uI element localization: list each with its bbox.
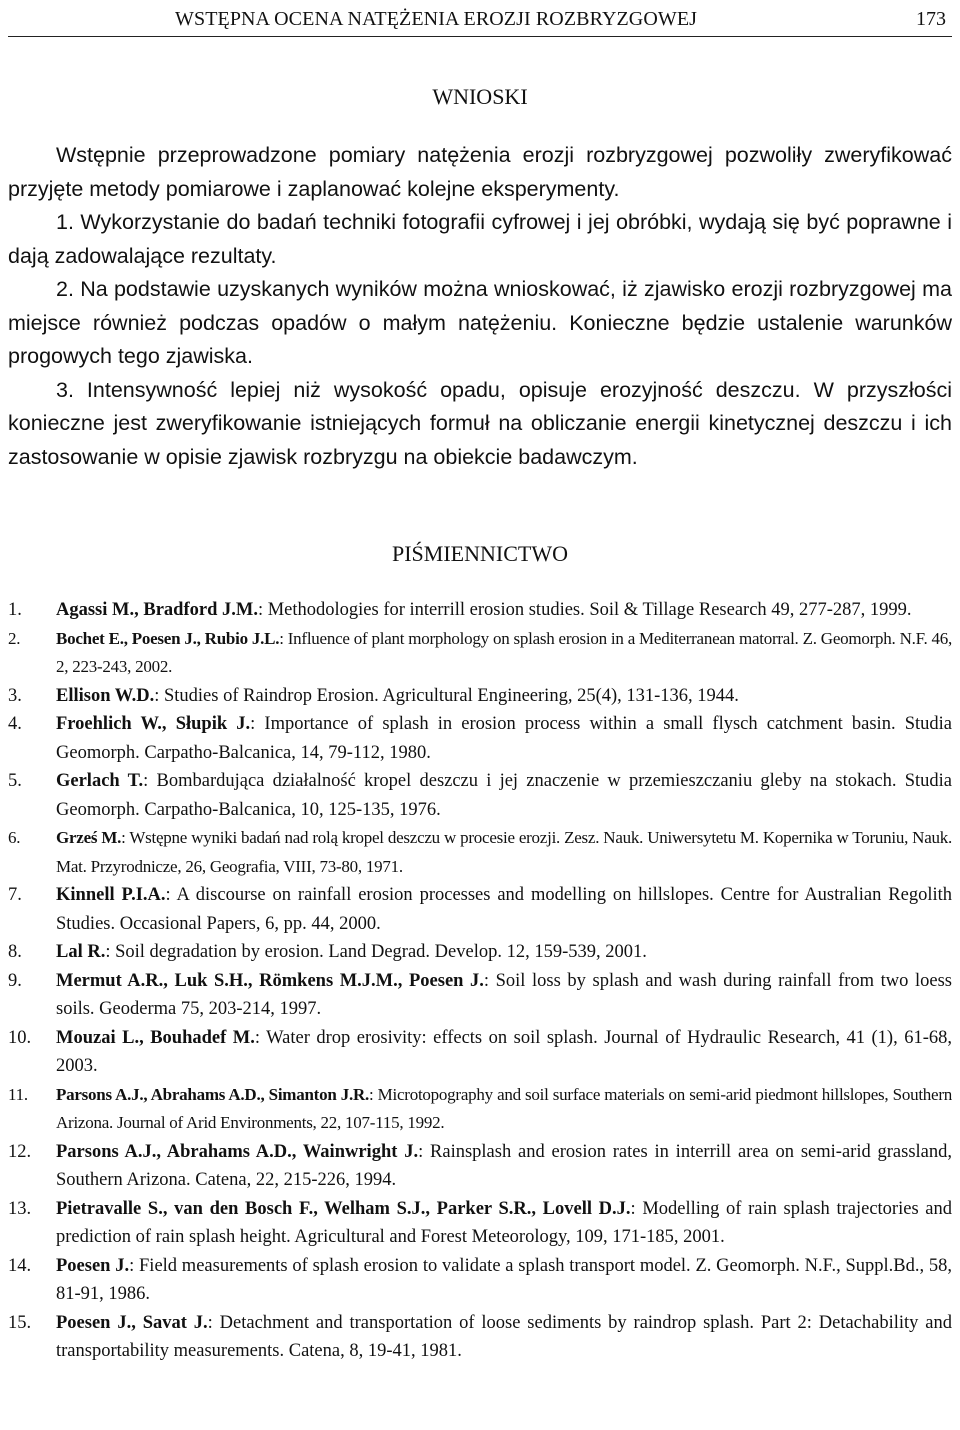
reference-number: 2. (8, 628, 21, 648)
reference-item (8, 710, 952, 767)
reference-number: 8. (8, 942, 22, 962)
running-header (8, 6, 952, 37)
reference-number: 13. (8, 1198, 32, 1219)
reference-authors: Froehlich W., Słupik J. (56, 714, 251, 734)
reference-authors: Poesen J., Savat J. (56, 1312, 208, 1333)
conclusions-paragraph: 3. Intensywność lepiej niż wysokość opadu, opisuje erozyjność deszczu. W przyszłości konieczne jest zweryfikowanie istniejących formuł na obliczanie energii kinetycznej deszczu i ich zastosowanie w opisie zjawisk rozbryzgu na obiekcie badawczym. (8, 377, 952, 469)
reference-number: 4. (8, 714, 22, 734)
reference-text: : Wstępne wyniki badań nad rolą kropel deszczu w procesie erozji. Zesz. Nauk. Uniwersytetu M. Kopernika w Toruniu, Nauk. Mat. Przyrodnicze, 26, Geografia, VIII, 73-80, 1971. (56, 828, 953, 876)
reference-authors: Pietravalle S., van den Bosch F., Welham S.J., Parker S.R., Lovell D.J. (56, 1198, 631, 1219)
reference-number: 15. (8, 1312, 32, 1333)
conclusions-paragraph: Wstępnie przeprowadzone pomiary natężenia erozji rozbryzgowej pozwoliły zweryfikować przyjęte metody pomiarowe i zaplanować kolejne eksperymenty. (8, 143, 952, 201)
reference-text: : Studies of Raindrop Erosion. Agricultural Engineering, 25(4), 131-136, 1944. (154, 685, 739, 706)
reference-number: 1. (8, 600, 22, 620)
reference-item (8, 1138, 952, 1195)
reference-item (8, 824, 952, 881)
references-list (8, 596, 952, 1366)
reference-item (8, 767, 952, 824)
reference-text: : Water drop erosivity: effects on soil splash. Journal of Hydraulic Research, 41 (1), 61-68, 2003. (56, 1027, 952, 1076)
reference-number: 6. (8, 828, 21, 847)
reference-authors: Grześ M. (56, 828, 122, 847)
reference-item (8, 1024, 952, 1081)
reference-item (8, 1195, 952, 1252)
reference-text: : Field measurements of splash erosion to validate a splash transport model. Z. Geomorph. N.F., Suppl.Bd., 58, 81-91, 1986. (56, 1255, 952, 1304)
conclusions-paragraph: 1. Wykorzystanie do badań techniki fotografii cyfrowej i jej obróbki, wydają się być poprawne i dają zadowalające rezultaty. (8, 210, 952, 268)
reference-item (8, 625, 952, 682)
reference-text: : Microtopography and soil surface materials on semi-arid piedmont hillslopes, Southern Arizona. Journal of Arid Environments, 22, 107-115, 1992. (56, 1084, 952, 1132)
reference-text: : Detachment and transportation of loose sediments by raindrop splash. Part 2: Detachability and transportability measurements. Catena, 8, 19-41, 1981. (56, 1312, 952, 1361)
reference-number: 7. (8, 885, 22, 905)
reference-item (8, 967, 952, 1024)
reference-authors: Lal R. (56, 942, 106, 962)
reference-text: : Importance of splash in erosion process within a small flysch catchment basin. Studia Geomorph. Carpatho-Balcanica, 14, 79-112, 1980. (56, 714, 952, 763)
reference-text: : Influence of plant morphology on splash erosion in a Mediterranean matorral. Z. Geomorph. N.F. 46, 2, 223-243, 2002. (56, 628, 952, 676)
references-heading: PIŚMIENNICTWO (392, 541, 568, 566)
conclusions-heading: WNIOSKI (432, 84, 528, 109)
reference-authors: Mouzai L., Bouhadef M. (56, 1027, 255, 1048)
running-title: WSTĘPNA OCENA NATĘŻENIA EROZJI ROZBRYZGOWEJ (175, 8, 698, 30)
reference-text: : Soil degradation by erosion. Land Degrad. Develop. 12, 159-539, 2001. (105, 942, 647, 962)
reference-text: : Modelling of rain splash trajectories and prediction of rain splash height. Agricultural and Forest Meteorology, 109, 171-185, 2001. (56, 1198, 953, 1247)
reference-item (8, 938, 952, 967)
reference-number: 10. (8, 1027, 32, 1048)
reference-authors: Parsons A.J., Abrahams A.D., Simanton J.R. (56, 1084, 369, 1104)
reference-number: 9. (8, 970, 22, 991)
reference-authors: Bochet E., Poesen J., Rubio J.L. (56, 628, 280, 648)
reference-number: 5. (8, 771, 22, 791)
reference-authors: Parsons A.J., Abrahams A.D., Wainwright J. (56, 1141, 419, 1162)
reference-authors: Poesen J. (56, 1255, 130, 1276)
reference-item (8, 596, 952, 625)
reference-item (8, 1081, 952, 1138)
reference-authors: Agassi M., Bradford J.M. (56, 600, 258, 620)
reference-authors: Ellison W.D. (56, 685, 155, 706)
reference-text: : Bombardująca działalność kropel deszczu i jej znaczenie w przemieszczaniu gleby na stokach. Studia Geomorph. Carpatho-Balcanica, 10, 125-135, 1976. (56, 771, 952, 820)
reference-number: 3. (8, 685, 22, 706)
reference-item (8, 1252, 952, 1309)
reference-authors: Kinnell P.I.A. (56, 885, 166, 905)
reference-authors: Mermut A.R., Luk S.H., Römkens M.J.M., Poesen J. (56, 970, 484, 991)
conclusions-paragraph: 2. Na podstawie uzyskanych wyników można wnioskować, iż zjawisko erozji rozbryzgowej ma miejsce również podczas opadów o małym natężeniu. Konieczne będzie ustalenie warunków progowych tego zjawiska. (8, 277, 952, 368)
reference-item (8, 682, 952, 711)
reference-authors: Gerlach T. (56, 771, 144, 791)
reference-number: 11. (8, 1084, 28, 1104)
page-number: 173 (916, 8, 946, 30)
reference-text: : Rainsplash and erosion rates in interrill area on semi-arid grassland, Southern Arizona. Catena, 22, 215-226, 1994. (56, 1141, 952, 1190)
reference-number: 14. (8, 1255, 32, 1276)
reference-text: : A discourse on rainfall erosion processes and modelling on hillslopes. Centre for Australian Regolith Studies. Occasional Papers, 6, pp. 44, 2000. (56, 885, 952, 934)
reference-text: : Methodologies for interrill erosion studies. Soil & Tillage Research 49, 277-287, 1999. (257, 600, 912, 620)
reference-text: : Soil loss by splash and wash during rainfall from two loess soils. Geoderma 75, 203-214, 1997. (56, 970, 952, 1019)
conclusions-section (8, 139, 952, 474)
reference-number: 12. (8, 1141, 32, 1162)
reference-item (8, 1309, 952, 1366)
reference-item (8, 881, 952, 938)
